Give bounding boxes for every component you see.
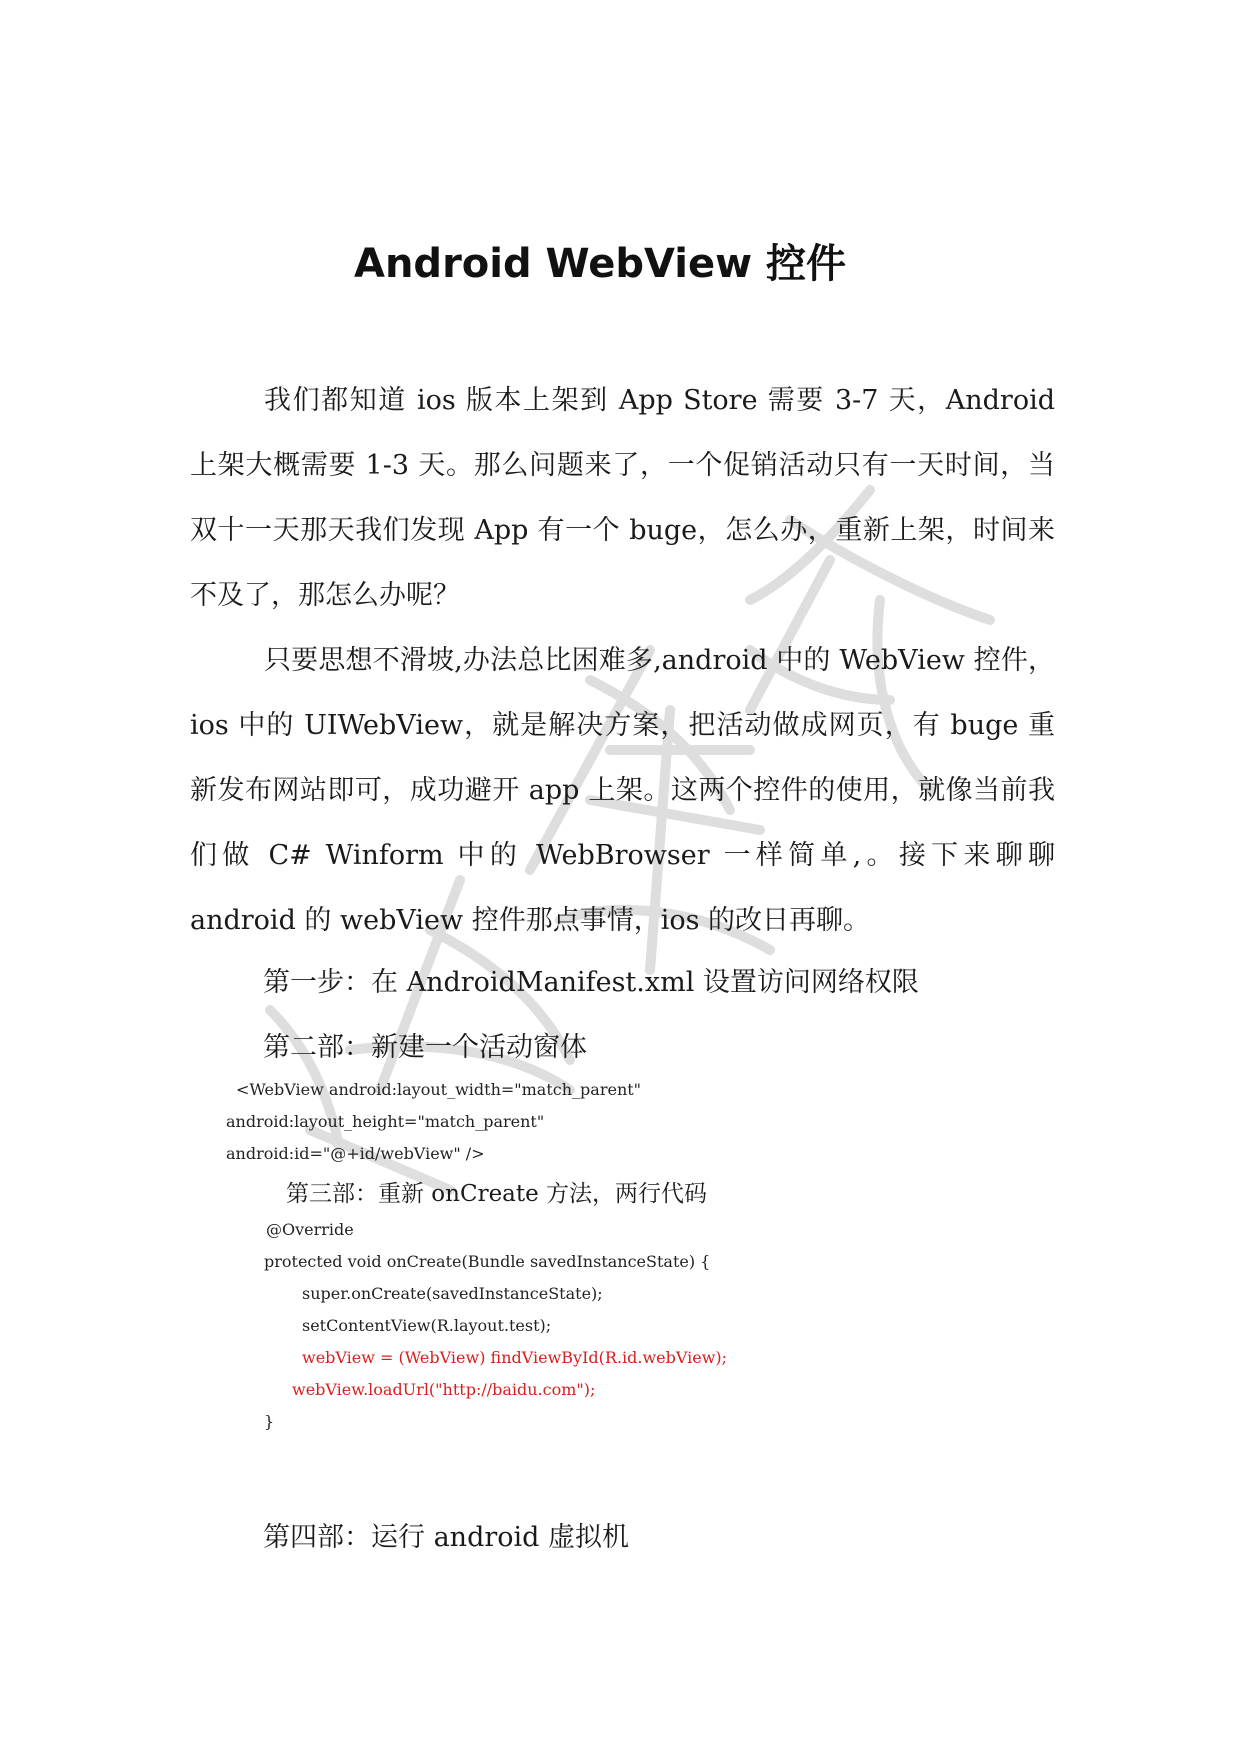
xml-code-line: android:id="@+id/webView" /> bbox=[226, 1144, 485, 1163]
java-code-line: super.onCreate(savedInstanceState); bbox=[302, 1284, 603, 1303]
step-one-heading: 第一步：在 AndroidManifest.xml 设置访问网络权限 bbox=[263, 967, 919, 998]
java-code-line: setContentView(R.layout.test); bbox=[302, 1316, 552, 1335]
xml-code-line: <WebView android:layout_width="match_parent" bbox=[236, 1080, 642, 1099]
java-code-line: } bbox=[264, 1412, 275, 1431]
step-four-heading: 第四部：运行 android 虚拟机 bbox=[263, 1522, 630, 1553]
paragraph-solution: 只要思想不滑坡,办法总比困难多,android 中的 WebView 控件，ios 中的 UIWebView，就是解决方案，把活动做成网页，有 buge 重新发布网站即可，成功避开 app 上架。这两个控件的使用，就像当前我们做 C# Winform 中的 WebBrowser 一样简单,。接下来聊聊 android 的 webView 控件那点事情，ios 的改日再聊。 bbox=[190, 645, 1055, 936]
step-two-heading: 第二部：新建一个活动窗体 bbox=[263, 1032, 587, 1063]
document-title: Android WebView 控件 bbox=[354, 241, 846, 287]
paragraph-intro: 我们都知道 ios 版本上架到 App Store 需要 3-7 天，Android 上架大概需要 1-3 天。那么问题来了，一个促销活动只有一天时间，当双十一天那天我们发现 App 有一个 buge，怎么办，重新上架，时间来不及了，那怎么办呢？ bbox=[190, 385, 1055, 611]
java-code-line: @Override bbox=[266, 1220, 354, 1239]
java-code-line: protected void onCreate(Bundle savedInstanceState) { bbox=[264, 1252, 711, 1271]
xml-code-line: android:layout_height="match_parent" bbox=[226, 1112, 545, 1131]
step-three-heading: 第三部：重新 onCreate 方法，两行代码 bbox=[286, 1181, 708, 1207]
java-code-line-highlighted: webView.loadUrl("http://baidu.com"); bbox=[292, 1380, 596, 1399]
java-code-line-highlighted: webView = (WebView) findViewById(R.id.webView); bbox=[302, 1348, 728, 1367]
